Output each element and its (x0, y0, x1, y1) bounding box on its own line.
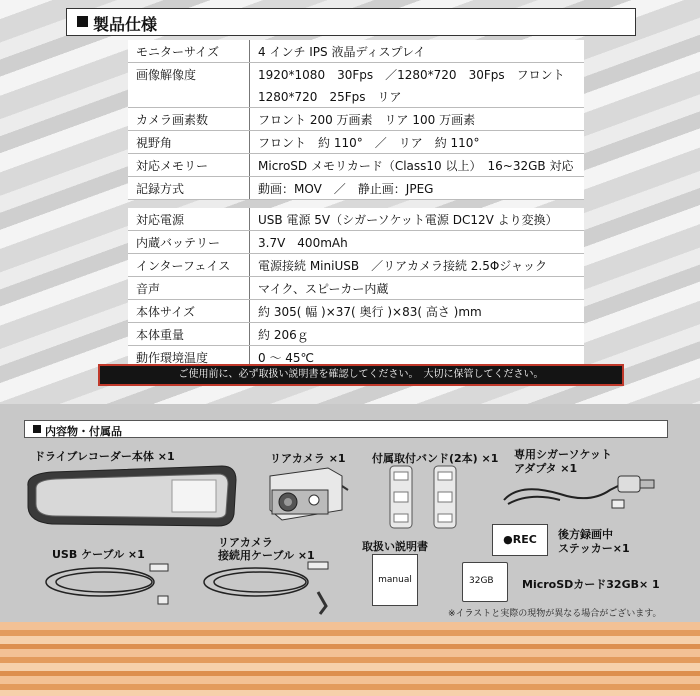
manual-illustration: manual (372, 554, 418, 606)
spec-table (128, 40, 584, 369)
rear-camera-illustration (262, 466, 350, 532)
spec-key: 本体サイズ (128, 300, 250, 323)
spec-row (128, 108, 584, 131)
spec-key: 動作環境温度 (128, 346, 250, 369)
contents-title-bar (24, 420, 668, 438)
recorder-label: ドライブレコーダー本体 ×1 (34, 450, 175, 463)
spec-value: 1920*1080 30Fps ／1280*720 30Fps フロント (250, 63, 585, 86)
spec-value: フロント 200 万画素 リア 100 万画素 (250, 108, 585, 131)
manual-label: 取扱い説明書 (362, 540, 428, 553)
sd-card-illustration (462, 562, 508, 602)
spec-value: 電源接続 MiniUSB ／リアカメラ接続 2.5Φジャック (250, 254, 585, 277)
spec-value: USB 電源 5V（シガーソケット電源 DC12V より変換） (250, 208, 585, 231)
sticker-label-1: 後方録画中 (558, 528, 613, 541)
spec-row (128, 131, 584, 154)
spec-row (128, 154, 584, 177)
contents-section (0, 404, 700, 622)
spec-key: 対応電源 (128, 208, 250, 231)
band-illustration (386, 466, 466, 530)
spec-value: 3.7V 400mAh (250, 231, 585, 254)
spec-key: インターフェイス (128, 254, 250, 277)
spec-key: 内蔵バッテリー (128, 231, 250, 254)
spec-row (128, 63, 584, 86)
spec-row (128, 85, 584, 108)
usb-cable-illustration (40, 560, 180, 610)
spec-key: 音声 (128, 277, 250, 300)
spec-key: モニターサイズ (128, 40, 250, 63)
square-icon (77, 16, 88, 27)
spec-value: 1280*720 25Fps リア (250, 85, 585, 108)
rear-camera-label: リアカメラ ×1 (270, 452, 346, 465)
adapter-illustration (500, 470, 660, 514)
spec-row (128, 208, 584, 231)
spec-value: 約 206ｇ (250, 323, 585, 346)
spec-key: 対応メモリー (128, 154, 250, 177)
spec-key: 視野角 (128, 131, 250, 154)
rec-sticker-illustration: ●REC (492, 524, 548, 556)
spec-row (128, 300, 584, 323)
sd-label: MicroSDカード32GB× 1 (522, 578, 660, 591)
rear-cable-label-1: リアカメラ (218, 536, 273, 549)
rear-cable-label-2: 接続用ケーブル ×1 (218, 549, 315, 562)
spec-value: 0 ～ 45℃ (250, 346, 585, 369)
sticker-label-2: ステッカー×1 (558, 542, 630, 555)
sd-card-text: 32GB (469, 576, 494, 586)
rear-cable-illustration (200, 562, 340, 618)
page-title: 製品仕様 (93, 15, 158, 34)
spec-value: フロント 約 110° ／ リア 約 110° (250, 131, 585, 154)
spec-key: カメラ画素数 (128, 108, 250, 131)
spec-row (128, 277, 584, 300)
spec-value: 約 305( 幅 )×37( 奥行 )×83( 高さ )mm (250, 300, 585, 323)
spec-row (128, 40, 584, 63)
spec-key: 本体重量 (128, 323, 250, 346)
spec-row (128, 323, 584, 346)
spec-value: MicroSD メモリカード（Class10 以上） 16~32GB 対応 (250, 154, 585, 177)
spec-value: 4 インチ IPS 液晶ディスプレイ (250, 40, 585, 63)
spec-row (128, 254, 584, 277)
spec-key: 記録方式 (128, 177, 250, 200)
spec-row (128, 177, 584, 200)
spec-gap (128, 200, 584, 209)
spec-value: 動画：MOV ／ 静止画：JPEG (250, 177, 585, 200)
spec-value: マイク、スピーカー内蔵 (250, 277, 585, 300)
spec-key-empty (128, 85, 250, 108)
usb-label: USB ケーブル ×1 (52, 548, 145, 561)
contents-title: 内容物・付属品 (45, 425, 122, 438)
adapter-label-2: アダプタ ×1 (514, 462, 578, 475)
recorder-illustration (22, 466, 238, 530)
spec-row (128, 231, 584, 254)
warning-banner: ご使用前に、必ず取扱い説明書を確認してください。 大切に保管してください。 (98, 364, 624, 386)
band-label: 付属取付バンド(2本) ×1 (372, 452, 499, 465)
square-icon (33, 425, 41, 433)
illustration-note: ※イラストと実際の現物が異なる場合がございます。 (448, 609, 662, 619)
spec-title-bar (66, 8, 636, 36)
decorative-stripes (0, 622, 700, 696)
spec-key: 画像解像度 (128, 63, 250, 86)
adapter-label-1: 専用シガーソケット (514, 448, 612, 461)
